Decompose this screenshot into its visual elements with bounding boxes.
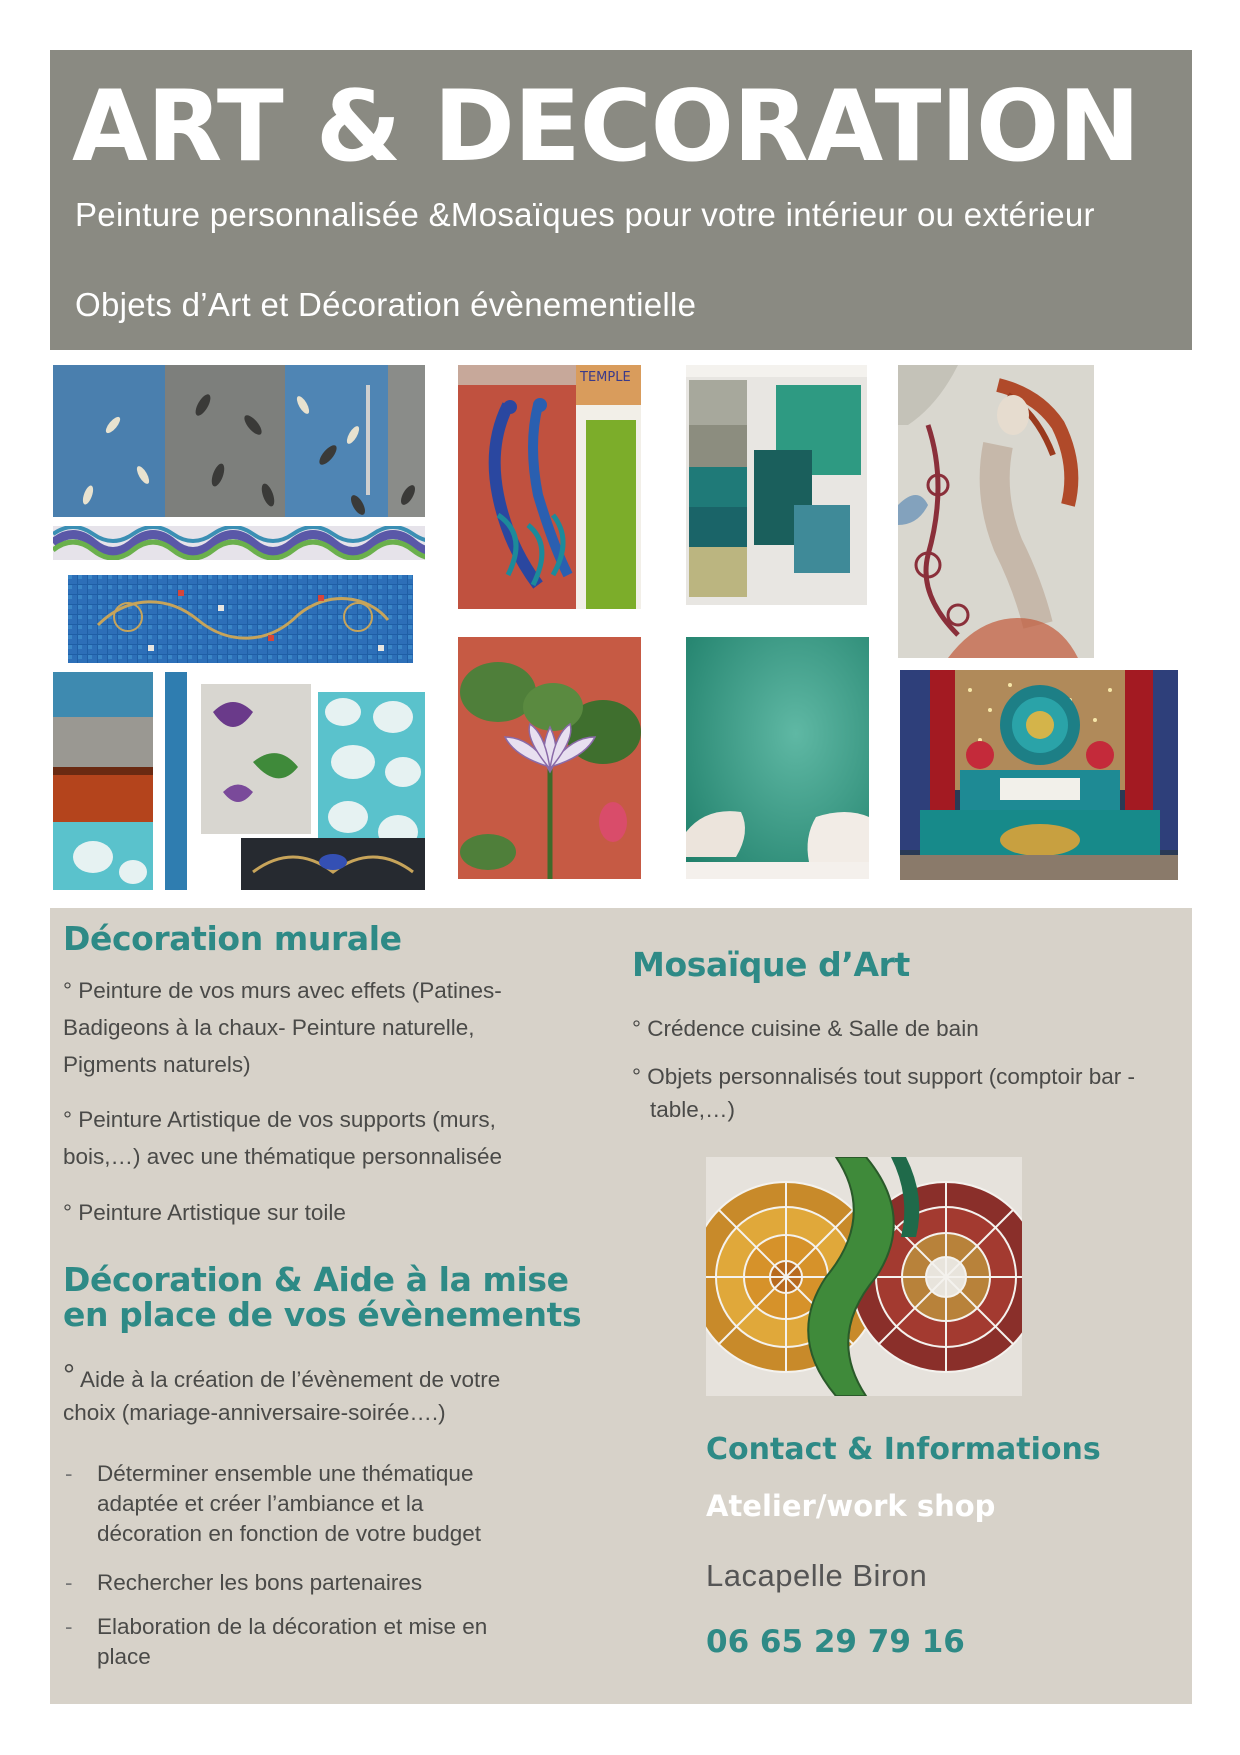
event-step-3: - Elaboration de la décoration et mise en place	[63, 1612, 533, 1672]
photo-mosaic-artwork	[706, 1157, 1022, 1396]
header-banner	[50, 50, 1192, 350]
event-decoration-heading-line-2: en place de vos évènements	[63, 1294, 582, 1334]
phone-number[interactable]: 06 65 29 79 16	[706, 1624, 965, 1660]
photo-event-decoration	[900, 670, 1178, 880]
photo-leaf-wall	[53, 365, 425, 517]
page-title: ART & DECORATION	[72, 70, 1140, 184]
wall-decoration-heading: Décoration murale	[63, 919, 402, 958]
wall-decoration-item-3: ° Peinture Artistique sur toile	[63, 1200, 346, 1225]
photo-mosaic-frieze	[53, 526, 425, 560]
event-step-1: - Déterminer ensemble une thématique adaptée et créer l’ambiance et la décoration en fonction de votre budget	[63, 1459, 533, 1549]
event-decoration-intro-bullet: °	[63, 1359, 75, 1392]
mosaic-item-1: ° Crédence cuisine & Salle de bain	[632, 1016, 979, 1041]
workshop-location: Lacapelle Biron	[706, 1558, 928, 1593]
header-subtitle-events: Objets d’Art et Décoration évènementielle	[75, 286, 697, 323]
wall-decoration-item-1: ° Peinture de vos murs avec effets (Patines-Badigeons à la chaux- Peinture naturelle, Pigments naturels)	[63, 978, 502, 1077]
photo-mermaid-mural	[898, 365, 1094, 658]
event-decoration-intro-text: Aide à la création de l’évènement de votre choix (mariage-anniversaire-soirée….)	[63, 1367, 501, 1425]
photo-blue-mosaic-panel	[68, 575, 413, 663]
event-decoration-intro	[63, 1361, 543, 1429]
photo-lotus-painting	[458, 637, 641, 879]
photo-color-swatches	[686, 365, 867, 605]
photo-green-wall-bedroom	[686, 637, 869, 879]
event-decoration-heading-line-1: Décoration & Aide à la mise	[63, 1260, 569, 1299]
wall-decoration-item-2: ° Peinture Artistique de vos supports (murs, bois,…) avec une thématique personnalisée	[63, 1107, 503, 1169]
photo-sign-text: TEMPLE	[580, 370, 631, 385]
mosaic-item-2: ° Objets personnalisés tout support (comptoir bar - table,…)	[632, 1064, 1135, 1122]
header-subtitle-services: Peinture personnalisée &Mosaïques pour votre intérieur ou extérieur	[75, 196, 1095, 233]
photo-mosaic-collage	[53, 672, 425, 890]
event-decoration-heading	[63, 1260, 583, 1334]
event-step-2: - Rechercher les bons partenaires	[63, 1568, 533, 1598]
photo-peacock-mural	[458, 365, 641, 609]
info-panel	[50, 908, 1192, 1704]
mosaic-heading: Mosaïque d’Art	[632, 945, 910, 984]
workshop-label: Atelier/work shop	[706, 1489, 996, 1523]
contact-heading: Contact & Informations	[706, 1432, 1101, 1467]
